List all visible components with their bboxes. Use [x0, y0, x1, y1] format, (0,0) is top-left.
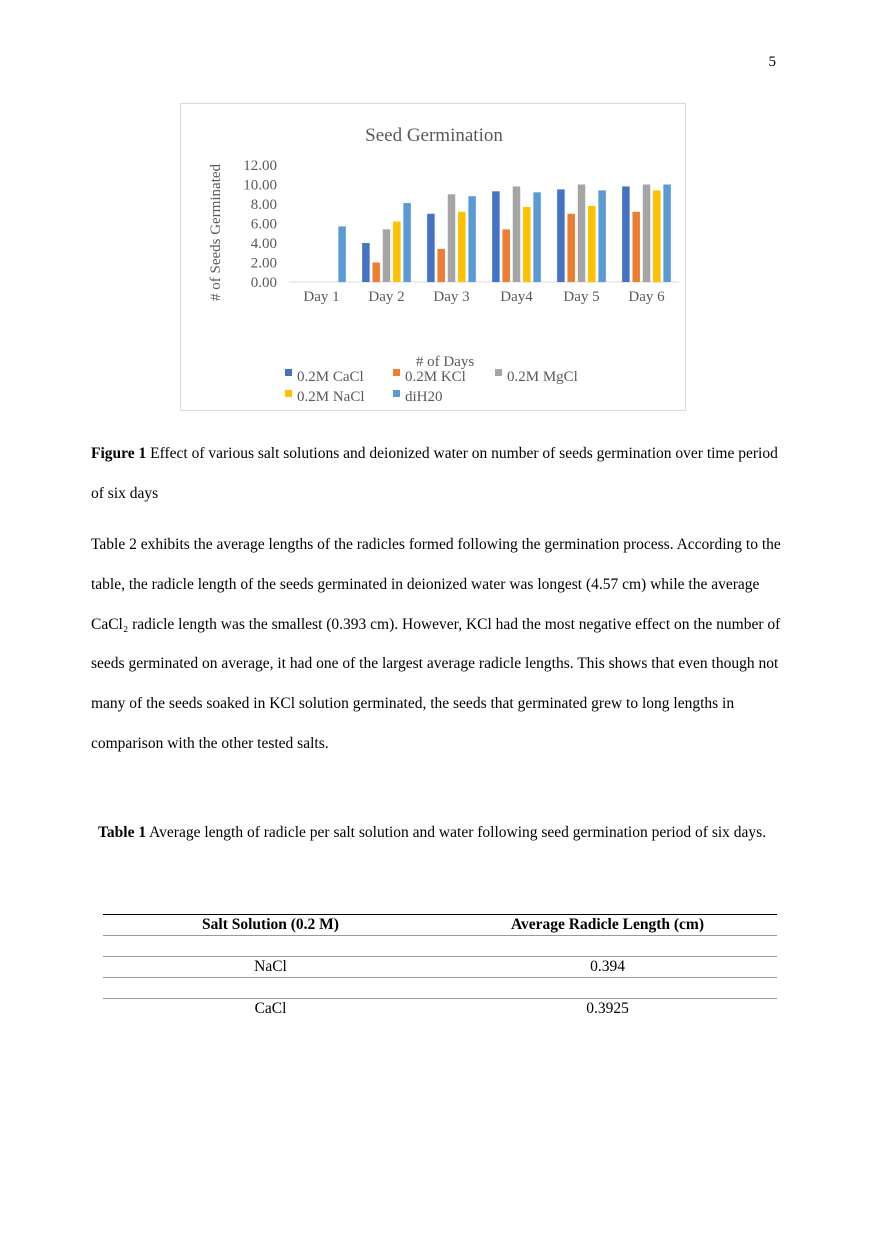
y-tick-label: 2.00 [250, 255, 277, 272]
x-tick-label: Day 2 [368, 289, 405, 305]
table-spacer-row [103, 978, 777, 999]
table-caption-text: Average length of radicle per salt solution and water following seed germination period of six days. [146, 824, 767, 841]
table-cell-salt: CaCl [254, 1000, 287, 1017]
legend-item [393, 367, 491, 387]
table-cell-salt: NaCl [103, 957, 438, 978]
legend-label: 0.2M NaCl [297, 389, 365, 405]
y-tick-label: 0.00 [250, 275, 277, 291]
chart-title: Seed Germination [365, 125, 503, 146]
x-tick-label: Day 5 [563, 289, 600, 305]
bar [643, 185, 651, 283]
table-header-salt: Salt Solution (0.2 M) [202, 916, 339, 933]
table-spacer-row [103, 936, 777, 957]
radicle-length-table [103, 914, 777, 1019]
y-tick-label: 12.00 [243, 158, 277, 174]
bar [523, 207, 531, 282]
legend-item [285, 387, 389, 407]
table-header-length: Average Radicle Length (cm) [511, 916, 704, 933]
bar [598, 190, 606, 282]
table-row [103, 999, 777, 1020]
table-caption-label: Table 1 [98, 824, 147, 841]
legend-swatch [285, 369, 292, 376]
bar [437, 249, 445, 282]
x-tick-label: Day 6 [628, 289, 665, 305]
x-tick-label: Day4 [500, 289, 533, 305]
bar [533, 192, 541, 282]
bar [578, 185, 586, 283]
legend-swatch [393, 369, 400, 376]
bar [383, 229, 391, 282]
table-cell-length: 0.3925 [586, 1000, 629, 1017]
legend-swatch [285, 390, 292, 397]
bar [567, 214, 575, 282]
bar [663, 185, 671, 283]
bar [632, 212, 640, 282]
bar [338, 226, 346, 282]
bar [502, 229, 510, 282]
legend-label: 0.2M MgCl [507, 368, 578, 385]
legend-swatch [393, 390, 400, 397]
y-tick-label: 8.00 [250, 197, 277, 213]
table-row [103, 957, 777, 978]
figure-caption-text: Effect of various salt solutions and deionized water on number of seeds germination over time period of six days [91, 445, 778, 502]
bar [622, 186, 630, 282]
body-paragraph: Table 2 exhibits the average lengths of the radicles formed following the germination process. According to the table, the radicle length of the seeds germinated in deionized water was longest (4.57 cm) while the average CaCl₂ radicle length was the smallest (0.393 cm). However, KCl had the most negative effect on the number of seeds germinated on average, it had one of the largest average radicle lengths. This shows that even though not many of the seeds soaked in KCl solution germinated, the seeds that germinated grew to long lengths in comparison with the other tested salts. [91, 536, 781, 752]
bar [393, 222, 401, 282]
legend-label: diH20 [405, 389, 443, 405]
legend-label: 0.2M KCl [405, 368, 466, 385]
chart-legend [285, 366, 605, 407]
bar [362, 243, 370, 282]
y-axis-label: # of Seeds Germinated [208, 163, 224, 302]
page-number: 5 [768, 54, 776, 70]
bar [448, 194, 456, 282]
germination-chart [180, 103, 686, 411]
table-caption [98, 813, 788, 853]
x-tick-label: Day 1 [303, 289, 340, 305]
figure-caption [91, 434, 791, 513]
y-tick-label: 10.00 [243, 177, 277, 194]
bar [492, 191, 500, 282]
bar [372, 263, 380, 283]
bar [458, 212, 466, 282]
legend-item [495, 367, 578, 387]
y-tick-label: 6.00 [250, 216, 277, 233]
figure-caption-label: Figure 1 [91, 445, 147, 462]
bar [588, 206, 596, 282]
bar [513, 186, 521, 282]
legend-item [285, 367, 389, 387]
legend-label: 0.2M CaCl [297, 368, 364, 385]
bar [653, 190, 661, 282]
bar [557, 189, 565, 282]
bar [468, 196, 476, 282]
table-cell-length: 0.394 [438, 957, 777, 978]
table-header-row [103, 915, 777, 936]
x-tick-label: Day 3 [433, 289, 470, 305]
bar [403, 203, 411, 282]
legend-swatch [495, 369, 502, 376]
legend-item [393, 387, 491, 407]
bar [427, 214, 435, 282]
y-tick-label: 4.00 [250, 236, 277, 252]
x-axis-label: # of Days [415, 354, 475, 370]
